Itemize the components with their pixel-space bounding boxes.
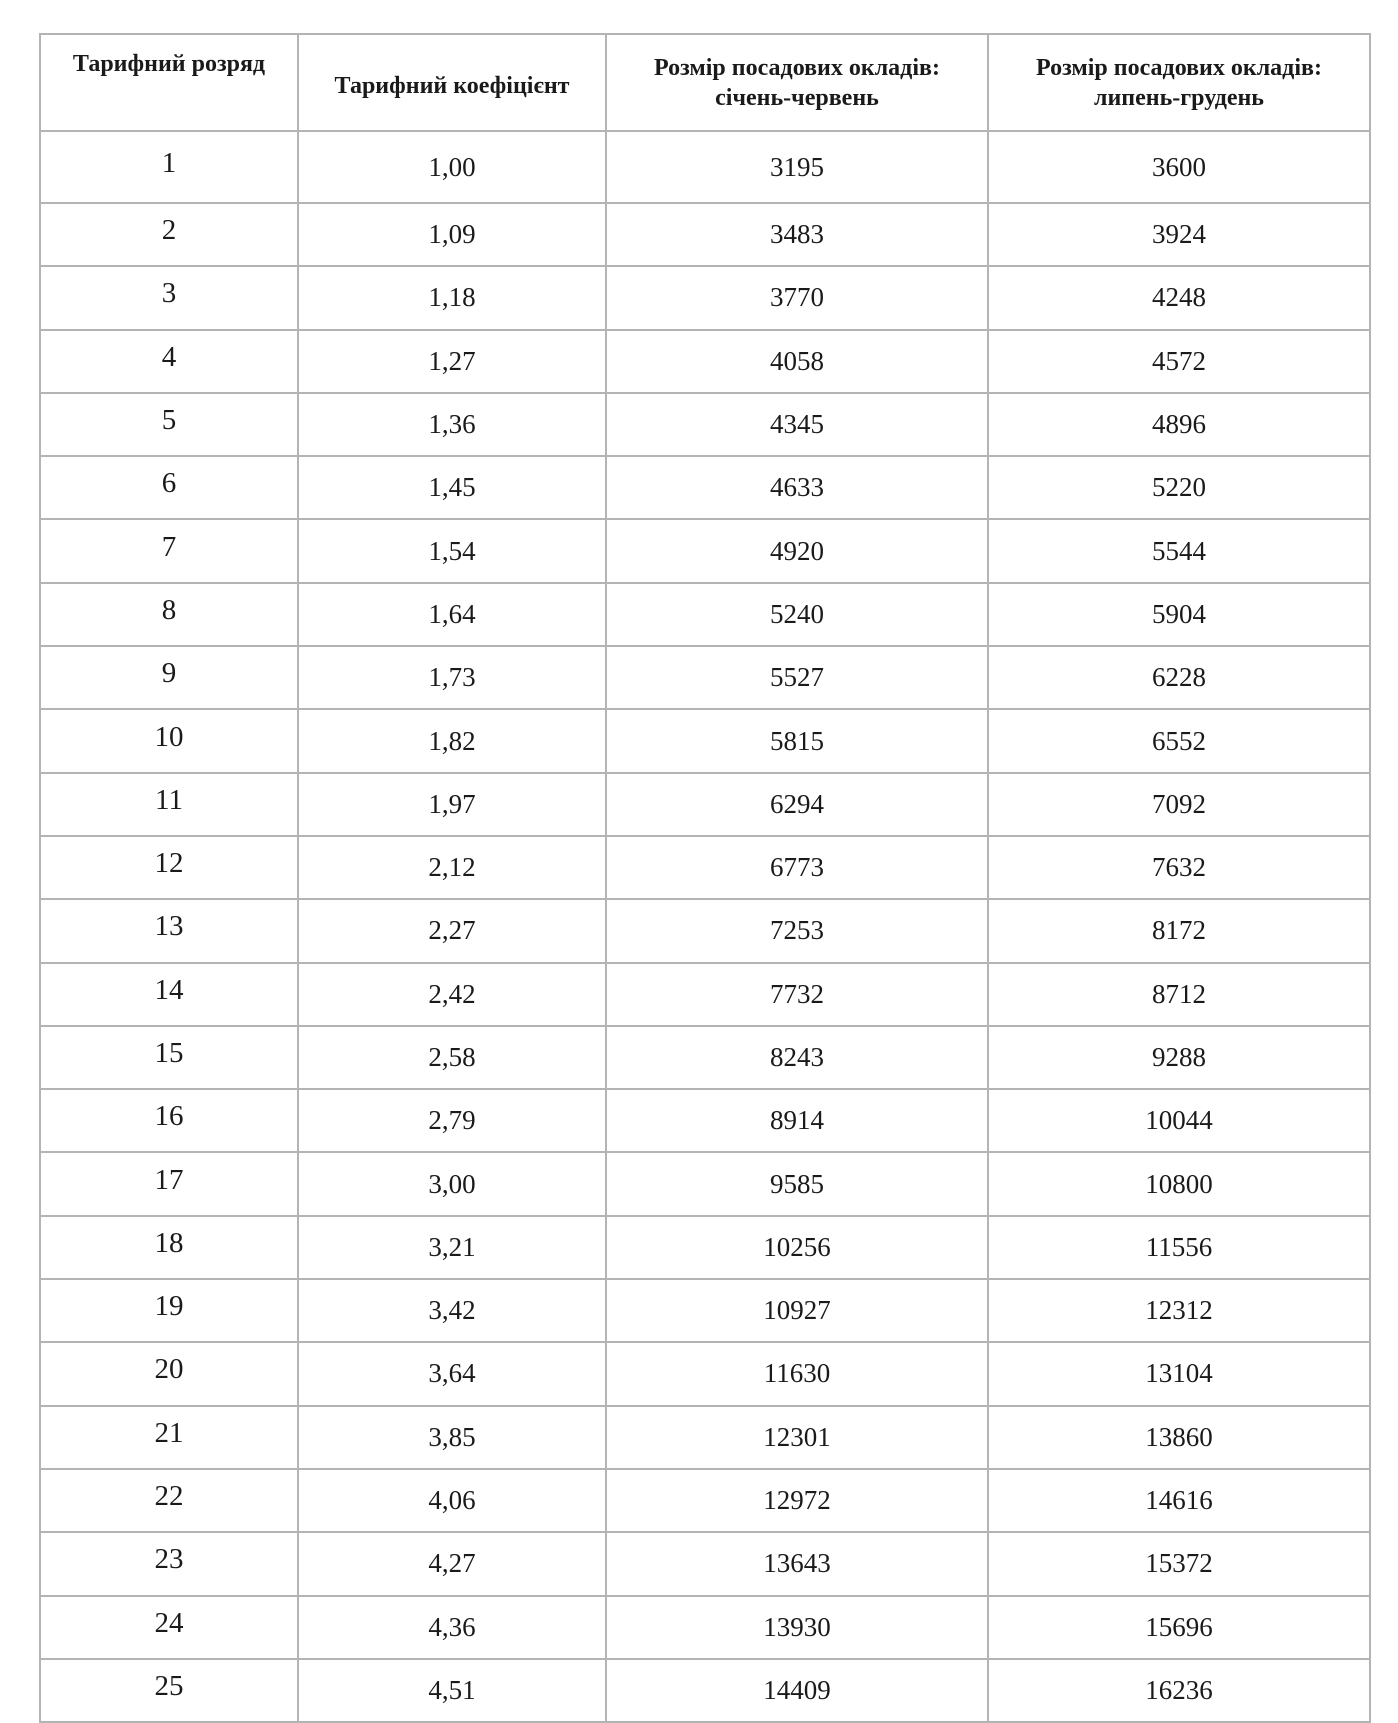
header-rank: Тарифний розряд [40,34,298,131]
rank-cell: 23 [40,1532,298,1595]
coefficient-cell: 1,27 [298,330,606,393]
table-row [40,836,1370,899]
salary-jul-dec-cell: 11556 [988,1216,1370,1279]
coefficient-cell: 3,21 [298,1216,606,1279]
coefficient-cell: 2,12 [298,836,606,899]
table-row [40,646,1370,709]
salary-jul-dec-cell: 4248 [988,266,1370,329]
salary-jan-jun-cell: 14409 [606,1659,988,1722]
coefficient-cell: 1,36 [298,393,606,456]
rank-cell: 9 [40,646,298,709]
salary-jul-dec-cell: 3924 [988,203,1370,266]
header-salary-jan-jun-line2: січень-червень [715,84,879,111]
salary-jul-dec-cell: 15372 [988,1532,1370,1595]
salary-jul-dec-cell: 5220 [988,456,1370,519]
salary-jan-jun-cell: 3770 [606,266,988,329]
table-row [40,1216,1370,1279]
coefficient-cell: 1,73 [298,646,606,709]
rank-cell: 10 [40,709,298,772]
rank-cell: 22 [40,1469,298,1532]
table-row [40,1026,1370,1089]
table-row [40,203,1370,266]
salary-jul-dec-cell: 4572 [988,330,1370,393]
coefficient-cell: 1,64 [298,583,606,646]
rank-cell: 12 [40,836,298,899]
salary-jan-jun-cell: 13643 [606,1532,988,1595]
salary-jul-dec-cell: 12312 [988,1279,1370,1342]
coefficient-cell: 2,58 [298,1026,606,1089]
salary-jan-jun-cell: 6294 [606,773,988,836]
rank-cell: 3 [40,266,298,329]
salary-jan-jun-cell: 5240 [606,583,988,646]
coefficient-cell: 3,64 [298,1342,606,1405]
rank-cell: 15 [40,1026,298,1089]
rank-cell: 17 [40,1152,298,1215]
rank-cell: 2 [40,203,298,266]
salary-jul-dec-cell: 14616 [988,1469,1370,1532]
table-row [40,266,1370,329]
salary-jan-jun-cell: 4058 [606,330,988,393]
coefficient-cell: 2,42 [298,963,606,1026]
table-row [40,773,1370,836]
table-row [40,1152,1370,1215]
salary-jul-dec-cell: 9288 [988,1026,1370,1089]
salary-jan-jun-cell: 10256 [606,1216,988,1279]
salary-jan-jun-cell: 7253 [606,899,988,962]
table-row [40,131,1370,203]
table-row [40,1596,1370,1659]
header-salary-jul-dec-line1: Розмір посадових окладів: [1036,54,1322,81]
salary-jan-jun-cell: 4920 [606,519,988,582]
salary-jan-jun-cell: 5527 [606,646,988,709]
coefficient-cell: 1,97 [298,773,606,836]
salary-jan-jun-cell: 7732 [606,963,988,1026]
table-row [40,709,1370,772]
table-row [40,330,1370,393]
salary-jul-dec-cell: 16236 [988,1659,1370,1722]
rank-cell: 20 [40,1342,298,1405]
coefficient-cell: 1,82 [298,709,606,772]
coefficient-cell: 3,85 [298,1406,606,1469]
coefficient-cell: 4,51 [298,1659,606,1722]
rank-cell: 11 [40,773,298,836]
salary-jan-jun-cell: 4345 [606,393,988,456]
coefficient-cell: 1,18 [298,266,606,329]
table-row [40,1406,1370,1469]
coefficient-cell: 4,06 [298,1469,606,1532]
salary-jan-jun-cell: 9585 [606,1152,988,1215]
header-salary-jan-jun [606,34,988,131]
rank-cell: 18 [40,1216,298,1279]
coefficient-cell: 2,27 [298,899,606,962]
table-row [40,1342,1370,1405]
table-row [40,963,1370,1026]
header-salary-jul-dec-line2: липень-грудень [1093,84,1264,111]
salary-jul-dec-cell: 7092 [988,773,1370,836]
salary-jul-dec-cell: 13104 [988,1342,1370,1405]
coefficient-cell: 4,36 [298,1596,606,1659]
tariff-table [39,33,1371,1723]
rank-cell: 5 [40,393,298,456]
salary-jan-jun-cell: 8914 [606,1089,988,1152]
salary-jan-jun-cell: 12301 [606,1406,988,1469]
salary-jul-dec-cell: 10044 [988,1089,1370,1152]
rank-cell: 24 [40,1596,298,1659]
salary-jul-dec-cell: 8712 [988,963,1370,1026]
rank-cell: 4 [40,330,298,393]
coefficient-cell: 1,45 [298,456,606,519]
rank-cell: 16 [40,1089,298,1152]
header-salary-jul-dec [988,34,1370,131]
header-salary-jan-jun-line1: Розмір посадових окладів: [654,54,940,81]
rank-cell: 25 [40,1659,298,1722]
salary-jan-jun-cell: 10927 [606,1279,988,1342]
rank-cell: 6 [40,456,298,519]
salary-jan-jun-cell: 13930 [606,1596,988,1659]
salary-jul-dec-cell: 6228 [988,646,1370,709]
table-row [40,456,1370,519]
rank-cell: 14 [40,963,298,1026]
table-body [40,131,1370,1722]
salary-jul-dec-cell: 13860 [988,1406,1370,1469]
salary-jan-jun-cell: 3483 [606,203,988,266]
salary-jan-jun-cell: 11630 [606,1342,988,1405]
salary-jul-dec-cell: 7632 [988,836,1370,899]
table-header-row [40,34,1370,131]
salary-jul-dec-cell: 10800 [988,1152,1370,1215]
salary-jan-jun-cell: 12972 [606,1469,988,1532]
rank-cell: 19 [40,1279,298,1342]
rank-cell: 21 [40,1406,298,1469]
rank-cell: 13 [40,899,298,962]
coefficient-cell: 4,27 [298,1532,606,1595]
salary-jan-jun-cell: 5815 [606,709,988,772]
salary-jul-dec-cell: 15696 [988,1596,1370,1659]
table-row [40,899,1370,962]
coefficient-cell: 1,09 [298,203,606,266]
rank-cell: 1 [40,131,298,203]
salary-jan-jun-cell: 8243 [606,1026,988,1089]
salary-jul-dec-cell: 8172 [988,899,1370,962]
table-row [40,583,1370,646]
header-coefficient: Тарифний коефіцієнт [298,34,606,131]
salary-jul-dec-cell: 3600 [988,131,1370,203]
rank-cell: 8 [40,583,298,646]
rank-cell: 7 [40,519,298,582]
table-row [40,1089,1370,1152]
coefficient-cell: 3,00 [298,1152,606,1215]
salary-jul-dec-cell: 4896 [988,393,1370,456]
coefficient-cell: 3,42 [298,1279,606,1342]
salary-jul-dec-cell: 6552 [988,709,1370,772]
salary-jul-dec-cell: 5544 [988,519,1370,582]
table-row [40,393,1370,456]
salary-jan-jun-cell: 3195 [606,131,988,203]
table-row [40,1469,1370,1532]
salary-jan-jun-cell: 4633 [606,456,988,519]
table-row [40,519,1370,582]
salary-jan-jun-cell: 6773 [606,836,988,899]
coefficient-cell: 1,54 [298,519,606,582]
table-row [40,1279,1370,1342]
table-row [40,1659,1370,1722]
salary-jul-dec-cell: 5904 [988,583,1370,646]
coefficient-cell: 2,79 [298,1089,606,1152]
coefficient-cell: 1,00 [298,131,606,203]
table-row [40,1532,1370,1595]
